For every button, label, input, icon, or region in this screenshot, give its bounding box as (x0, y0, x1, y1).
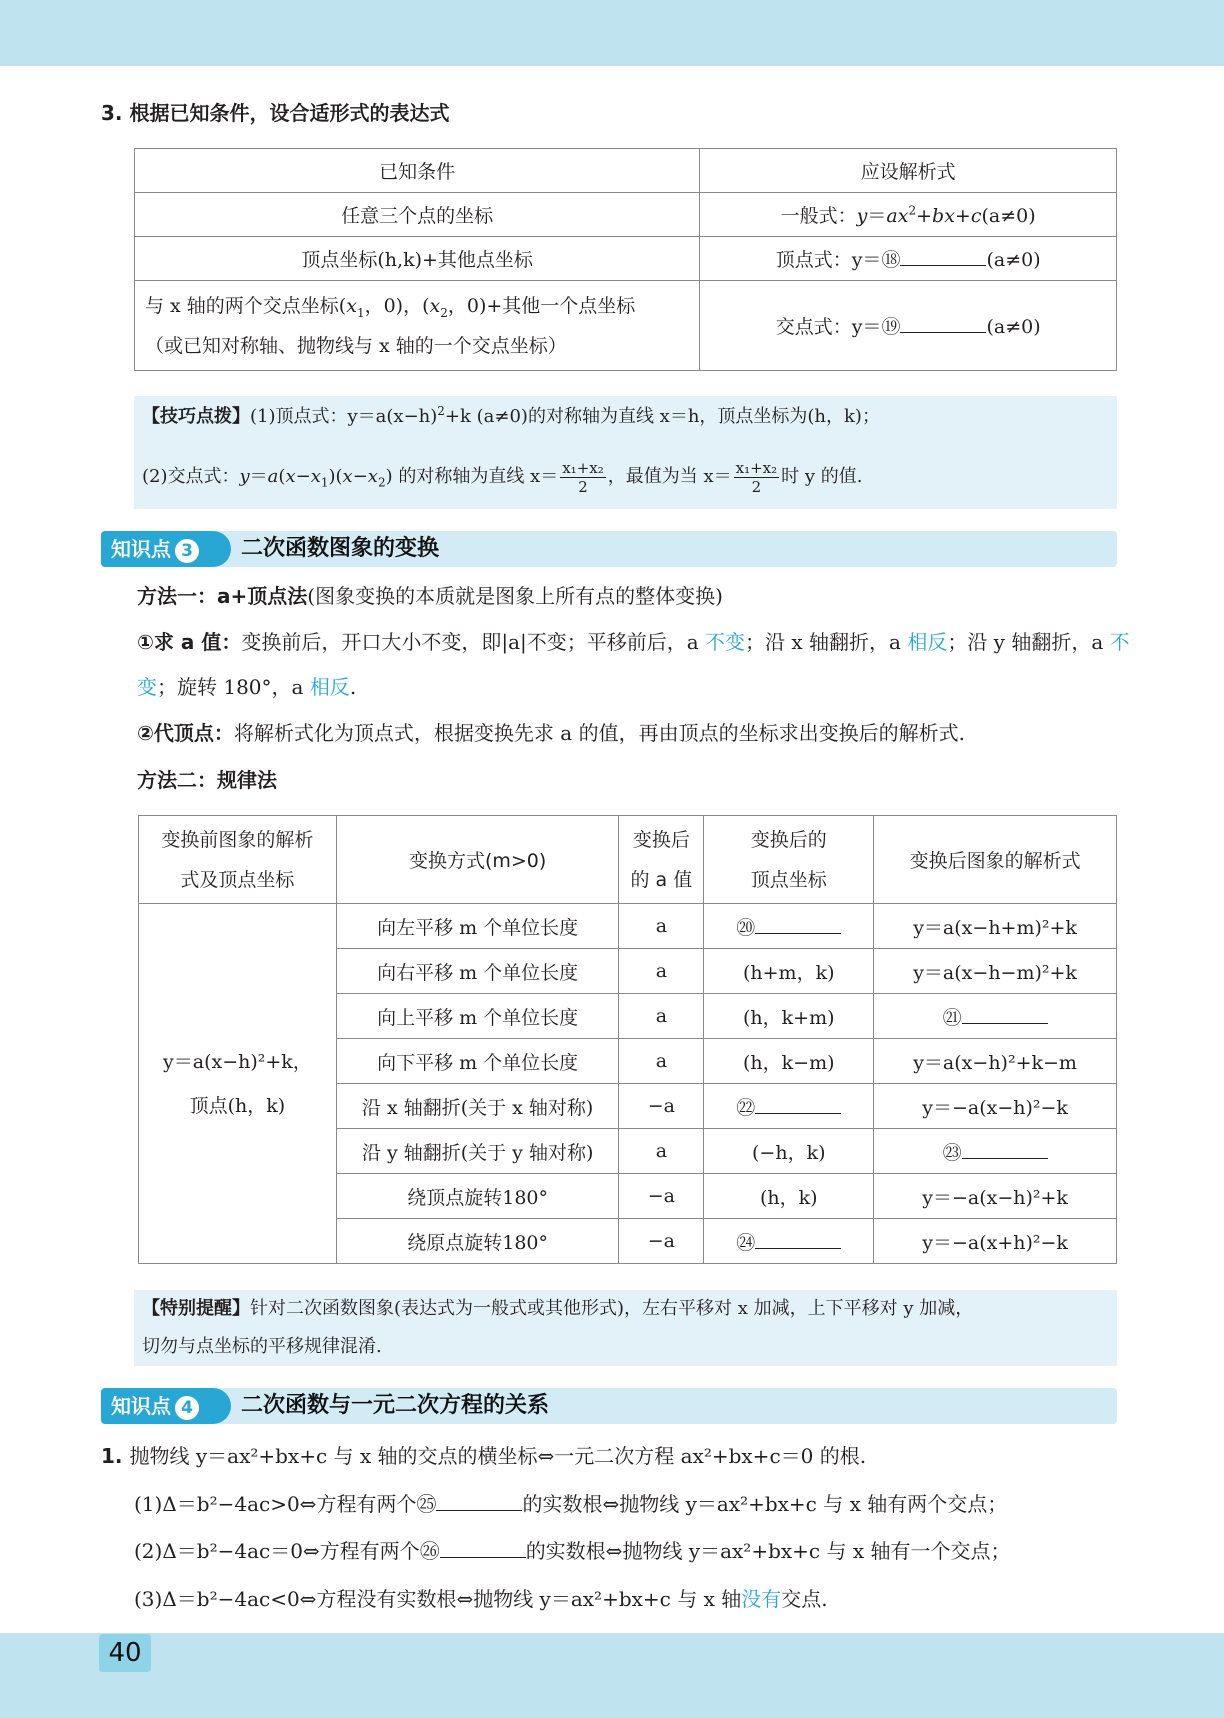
header-original: 变换前图象的解析 式及顶点坐标 (139, 816, 337, 904)
method2-heading: 方法二：规律法 (137, 768, 277, 792)
tip1-line2: (2)交点式：$y=a(x-x_1)(x-x_2)$ 的对称轴为直线 x＝ $\frac{\text{x₁+x₂}}{2}$ ，最值为当 x＝ $\frac{\text{x₁+x₂}}{2}$ 时 y 的值. (142, 458, 863, 496)
a-cell: a (619, 994, 704, 1039)
blank-24 (755, 1230, 841, 1249)
vertex-cell: ㉔ (704, 1219, 874, 1264)
vertex-cell: (h，k−m) (704, 1039, 874, 1084)
vertex-form: 顶点式：y＝⑱ (a≠0) (700, 237, 1117, 281)
method1-p1-line1: ①求 a 值：变换前后，开口大小不变，即|a|不变；平移前后，a 不变；沿 x 轴翻折，a 相反；沿 y 轴翻折，a 不 (137, 630, 1130, 654)
kp4-tag: 知识点 4 (101, 1388, 231, 1424)
kp3-tag: 知识点 3 (101, 531, 231, 567)
bottom-band (0, 1633, 1224, 1718)
intercept-form: 交点式：y＝⑲ (a≠0) (700, 281, 1117, 371)
s4-intro: 1. 抛物线 y＝ax²+bx+c 与 x 轴的交点的横坐标⇔一元二次方程 ax²+bx+c＝0 的根. (101, 1444, 867, 1468)
expression-cell: y＝a(x−h)²+k−m (874, 1039, 1117, 1084)
axis-fraction: $\frac{\text{x₁+x₂}}{2}$ (562, 458, 604, 496)
tip1-line1: 【技巧点拨】(1)顶点式：$y=a(x-h)^2+k$ (a≠0)的对称轴为直线 x＝h，顶点坐标为(h，k)； (142, 404, 880, 427)
knowledge-point-4-bar (101, 1388, 1117, 1424)
extreme-fraction: $\frac{\text{x₁+x₂}}{2}$ (735, 458, 778, 496)
method1-p2: ②代顶点：将解析式化为顶点式，根据变换先求 a 的值，再由顶点的坐标求出变换后的解析式. (137, 721, 965, 745)
method1-p1-line2: 变；旋转 180°，a 相反. (137, 675, 357, 699)
top-band (0, 0, 1224, 66)
blank-20 (755, 915, 841, 934)
s4-case3: (3)Δ＝b²−4ac<0⇔方程没有实数根⇔抛物线 y＝ax²+bx+c 与 x 轴没有交点. (134, 1587, 828, 1611)
condition-vertex: 顶点坐标(h,k)+其他点坐标 (135, 237, 700, 281)
vertex-cell: ⑳ (704, 904, 874, 949)
general-form: 一般式：$y=ax^2+bx+c(a\ne 0)$ (700, 193, 1117, 237)
tip-box-reminder (134, 1290, 1117, 1366)
vertex-cell: (h，k+m) (704, 994, 874, 1039)
transformation-table (138, 815, 1117, 1264)
expression-cell: y＝−a(x−h)²+k (874, 1174, 1117, 1219)
header-vertex: 变换后的 顶点坐标 (704, 816, 874, 904)
s4-case2: (2)Δ＝b²−4ac＝0⇔方程有两个㉖ 的实数根⇔抛物线 y＝ax²+bx+c 与 x 轴有一个交点； (134, 1539, 1011, 1563)
method-cell: 向左平移 m 个单位长度 (336, 904, 619, 949)
vertex-cell: (−h，k) (704, 1129, 874, 1174)
tip2-line2: 切勿与点坐标的平移规律混淆. (142, 1336, 382, 1357)
blank-19 (900, 314, 986, 333)
kp4-title: 二次函数与一元二次方程的关系 (241, 1393, 550, 1418)
expression-cell: ㉑ (874, 994, 1117, 1039)
heading-number: 3 (101, 101, 115, 125)
blank-22 (755, 1095, 841, 1114)
a-cell: a (619, 949, 704, 994)
col-header-expression: 应设解析式 (700, 149, 1117, 193)
method-cell: 沿 y 轴翻折(关于 y 轴对称) (336, 1129, 619, 1174)
condition-intercepts: 与 x 轴的两个交点坐标($x_1$，0)，($x_2$，0)+其他一个点坐标 （或已知对称轴、抛物线与 x 轴的一个交点坐标） (135, 281, 700, 371)
method-cell: 绕原点旋转180° (336, 1219, 619, 1264)
knowledge-point-3-bar (101, 531, 1117, 567)
a-cell: a (619, 904, 704, 949)
header-a-value: 变换后 的 a 值 (619, 816, 704, 904)
expression-cell: ㉓ (874, 1129, 1117, 1174)
method-cell: 向右平移 m 个单位长度 (336, 949, 619, 994)
tip2-line1: 【特别提醒】针对二次函数图象(表达式为一般式或其他形式)，左右平移对 x 加减，上下平移对 y 加减， (142, 1298, 974, 1319)
table-row (139, 904, 1117, 949)
page-number: 40 (99, 1634, 151, 1672)
tip-box-skill (134, 396, 1117, 509)
known-conditions-table (134, 148, 1117, 371)
blank-18 (900, 247, 986, 266)
expression-cell: y＝a(x−h−m)²+k (874, 949, 1117, 994)
vertex-cell: ㉒ (704, 1084, 874, 1129)
a-cell: −a (619, 1084, 704, 1129)
blank-23 (962, 1140, 1048, 1159)
a-cell: −a (619, 1219, 704, 1264)
header-expression: 变换后图象的解析式 (874, 816, 1117, 904)
expression-cell: y＝a(x−h+m)²+k (874, 904, 1117, 949)
vertex-cell: (h+m，k) (704, 949, 874, 994)
blank-21 (962, 1005, 1048, 1024)
expression-cell: y＝−a(x+h)²−k (874, 1219, 1117, 1264)
a-cell: a (619, 1129, 704, 1174)
a-cell: a (619, 1039, 704, 1084)
heading-text: 根据已知条件，设合适形式的表达式 (129, 101, 450, 125)
method-cell: 向下平移 m 个单位长度 (336, 1039, 619, 1084)
col-header-conditions: 已知条件 (135, 149, 700, 193)
method-cell: 绕顶点旋转180° (336, 1174, 619, 1219)
method-cell: 向上平移 m 个单位长度 (336, 994, 619, 1039)
original-function: y＝a(x−h)²+k， 顶点(h，k) (139, 904, 337, 1264)
method1-heading: 方法一：a+顶点法(图象变换的本质就是图象上所有点的整体变换) (137, 584, 723, 608)
blank-26 (440, 1539, 526, 1558)
kp3-title: 二次函数图象的变换 (241, 536, 440, 561)
s4-case1: (1)Δ＝b²−4ac>0⇔方程有两个㉕ 的实数根⇔抛物线 y＝ax²+bx+c 与 x 轴有两个交点； (134, 1492, 1008, 1516)
condition-three-points: 任意三个点的坐标 (135, 193, 700, 237)
section-heading: 3. 根据已知条件，设合适形式的表达式 (101, 101, 450, 125)
method-cell: 沿 x 轴翻折(关于 x 轴对称) (336, 1084, 619, 1129)
header-method: 变换方式(m>0) (336, 816, 619, 904)
blank-25 (436, 1492, 522, 1511)
vertex-cell: (h，k) (704, 1174, 874, 1219)
expression-cell: y＝−a(x−h)²−k (874, 1084, 1117, 1129)
a-cell: −a (619, 1174, 704, 1219)
